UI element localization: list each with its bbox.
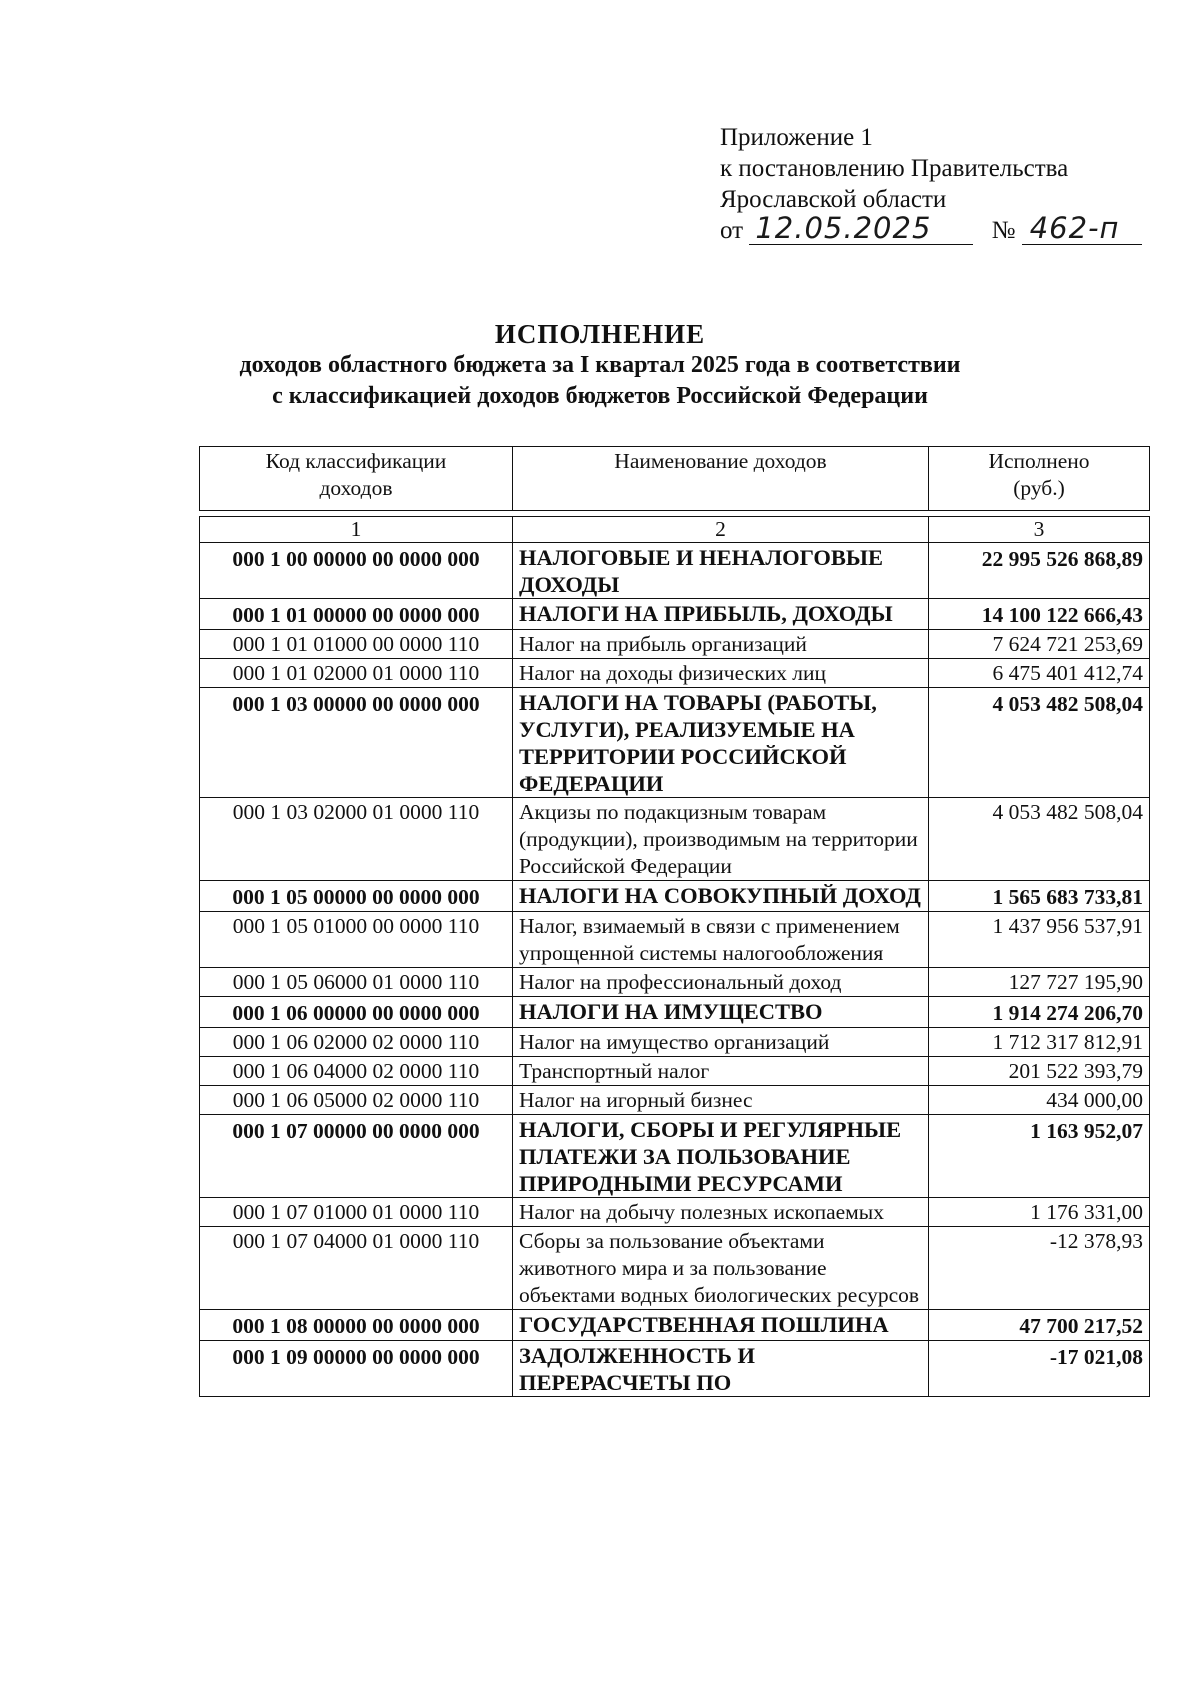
table-header — [199, 446, 1150, 511]
cell-amount: 7 624 721 253,69 — [929, 630, 1150, 659]
cell-code: 000 1 01 02000 01 0000 110 — [200, 659, 513, 688]
title-main: ИСПОЛНЕНИЕ — [494, 319, 706, 349]
cell-name: Налог на игорный бизнес — [513, 1086, 929, 1115]
column-number-row — [200, 517, 1150, 543]
cell-amount: 1 163 952,07 — [929, 1115, 1150, 1198]
number-field — [1022, 211, 1142, 245]
cell-amount: 127 727 195,90 — [929, 968, 1150, 997]
cell-amount: 22 995 526 868,89 — [929, 543, 1150, 599]
table-row — [200, 1341, 1150, 1397]
number-prefix: № — [991, 217, 1016, 244]
appendix-line-2: к постановлению Правительства — [720, 155, 1069, 182]
header-amount — [929, 447, 1150, 511]
cell-code: 000 1 03 02000 01 0000 110 — [200, 798, 513, 881]
date-prefix: от — [720, 217, 744, 244]
cell-name: Налог на добычу полезных ископаемых — [513, 1198, 929, 1227]
header-row — [200, 447, 1150, 511]
cell-name: ГОСУДАРСТВЕННАЯ ПОШЛИНА — [513, 1310, 929, 1341]
cell-amount: -12 378,93 — [929, 1227, 1150, 1310]
revenue-table-body — [200, 517, 1150, 1397]
table-row — [200, 912, 1150, 968]
table-row — [200, 997, 1150, 1028]
document-title — [0, 318, 1200, 412]
header-name — [513, 447, 929, 511]
cell-name: НАЛОГИ НА ПРИБЫЛЬ, ДОХОДЫ — [513, 599, 929, 630]
cell-name: Налог на профессиональный доход — [513, 968, 929, 997]
cell-code: 000 1 06 02000 02 0000 110 — [200, 1028, 513, 1057]
column-number-3: 3 — [929, 517, 1150, 543]
cell-name: НАЛОГИ НА СОВОКУПНЫЙ ДОХОД — [513, 881, 929, 912]
cell-code: 000 1 07 01000 01 0000 110 — [200, 1198, 513, 1227]
cell-amount: 4 053 482 508,04 — [929, 688, 1150, 798]
cell-code: 000 1 00 00000 00 0000 000 — [200, 543, 513, 599]
cell-amount: 1 712 317 812,91 — [929, 1028, 1150, 1057]
table-row — [200, 630, 1150, 659]
cell-amount: 4 053 482 508,04 — [929, 798, 1150, 881]
table-row — [200, 881, 1150, 912]
cell-amount: 1 914 274 206,70 — [929, 997, 1150, 1028]
cell-amount: -17 021,08 — [929, 1341, 1150, 1397]
cell-name: Сборы за пользование объектами животного мира и за пользование объектами водных биологических ресурсов — [513, 1227, 929, 1310]
table-row — [200, 1115, 1150, 1198]
title-subtitle-1: доходов областного бюджета за I квартал 2025 года в соответствии — [239, 352, 961, 378]
table-row — [200, 1198, 1150, 1227]
column-number-2: 2 — [513, 517, 929, 543]
header-amount-line-2: (руб.) — [1013, 476, 1065, 500]
table-row — [200, 968, 1150, 997]
cell-name: НАЛОГОВЫЕ И НЕНАЛОГОВЫЕ ДОХОДЫ — [513, 543, 929, 599]
cell-amount: 47 700 217,52 — [929, 1310, 1150, 1341]
cell-name: Налог на доходы физических лиц — [513, 659, 929, 688]
cell-name: Транспортный налог — [513, 1057, 929, 1086]
cell-amount: 434 000,00 — [929, 1086, 1150, 1115]
cell-amount: 6 475 401 412,74 — [929, 659, 1150, 688]
appendix-header — [720, 122, 1142, 246]
table-row — [200, 1028, 1150, 1057]
cell-code: 000 1 05 06000 01 0000 110 — [200, 968, 513, 997]
header-code-line-1: Код классификации — [265, 449, 447, 473]
column-number-1: 1 — [200, 517, 513, 543]
handwritten-date: 12.05.2025 — [755, 211, 932, 245]
appendix-line-3: Ярославской области — [720, 186, 947, 213]
cell-code: 000 1 01 00000 00 0000 000 — [200, 599, 513, 630]
cell-code: 000 1 07 00000 00 0000 000 — [200, 1115, 513, 1198]
handwritten-number: 462-п — [1029, 211, 1120, 245]
table-row — [200, 659, 1150, 688]
table-row — [200, 1227, 1150, 1310]
appendix-line-1: Приложение 1 — [720, 124, 873, 151]
cell-amount: 1 565 683 733,81 — [929, 881, 1150, 912]
header-code-line-2: доходов — [319, 476, 393, 500]
table-row — [200, 1086, 1150, 1115]
cell-name: Налог на прибыль организаций — [513, 630, 929, 659]
cell-code: 000 1 06 04000 02 0000 110 — [200, 1057, 513, 1086]
cell-name: НАЛОГИ НА ТОВАРЫ (РАБОТЫ, УСЛУГИ), РЕАЛИЗУЕМЫЕ НА ТЕРРИТОРИИ РОССИЙСКОЙ ФЕДЕРАЦИИ — [513, 688, 929, 798]
title-subtitle-2: с классификацией доходов бюджетов Российской Федерации — [272, 383, 928, 409]
cell-amount: 1 437 956 537,91 — [929, 912, 1150, 968]
cell-code: 000 1 03 00000 00 0000 000 — [200, 688, 513, 798]
table-row — [200, 688, 1150, 798]
header-name-text: Наименование доходов — [614, 449, 827, 473]
table-row — [200, 543, 1150, 599]
header-amount-line-1: Исполнено — [988, 449, 1090, 473]
table-row — [200, 1310, 1150, 1341]
cell-code: 000 1 09 00000 00 0000 000 — [200, 1341, 513, 1397]
table-row — [200, 1057, 1150, 1086]
table-row — [200, 599, 1150, 630]
table-row — [200, 798, 1150, 881]
cell-name: ЗАДОЛЖЕННОСТЬ И ПЕРЕРАСЧЕТЫ ПО — [513, 1341, 929, 1397]
cell-amount: 201 522 393,79 — [929, 1057, 1150, 1086]
cell-amount: 1 176 331,00 — [929, 1198, 1150, 1227]
cell-code: 000 1 01 01000 00 0000 110 — [200, 630, 513, 659]
cell-code: 000 1 05 00000 00 0000 000 — [200, 881, 513, 912]
cell-name: Налог на имущество организаций — [513, 1028, 929, 1057]
appendix-date-line — [720, 211, 1142, 246]
cell-name: Налог, взимаемый в связи с применением упрощенной системы налогообложения — [513, 912, 929, 968]
cell-code: 000 1 07 04000 01 0000 110 — [200, 1227, 513, 1310]
cell-code: 000 1 06 05000 02 0000 110 — [200, 1086, 513, 1115]
cell-code: 000 1 06 00000 00 0000 000 — [200, 997, 513, 1028]
cell-code: 000 1 05 01000 00 0000 110 — [200, 912, 513, 968]
cell-name: НАЛОГИ, СБОРЫ И РЕГУЛЯРНЫЕ ПЛАТЕЖИ ЗА ПОЛЬЗОВАНИЕ ПРИРОДНЫМИ РЕСУРСАМИ — [513, 1115, 929, 1198]
revenue-table — [199, 516, 1150, 1397]
date-field — [749, 211, 973, 245]
cell-name: НАЛОГИ НА ИМУЩЕСТВО — [513, 997, 929, 1028]
cell-name: Акцизы по подакцизным товарам (продукции), производимым на территории Российской Федерации — [513, 798, 929, 881]
header-code — [200, 447, 513, 511]
cell-code: 000 1 08 00000 00 0000 000 — [200, 1310, 513, 1341]
cell-amount: 14 100 122 666,43 — [929, 599, 1150, 630]
